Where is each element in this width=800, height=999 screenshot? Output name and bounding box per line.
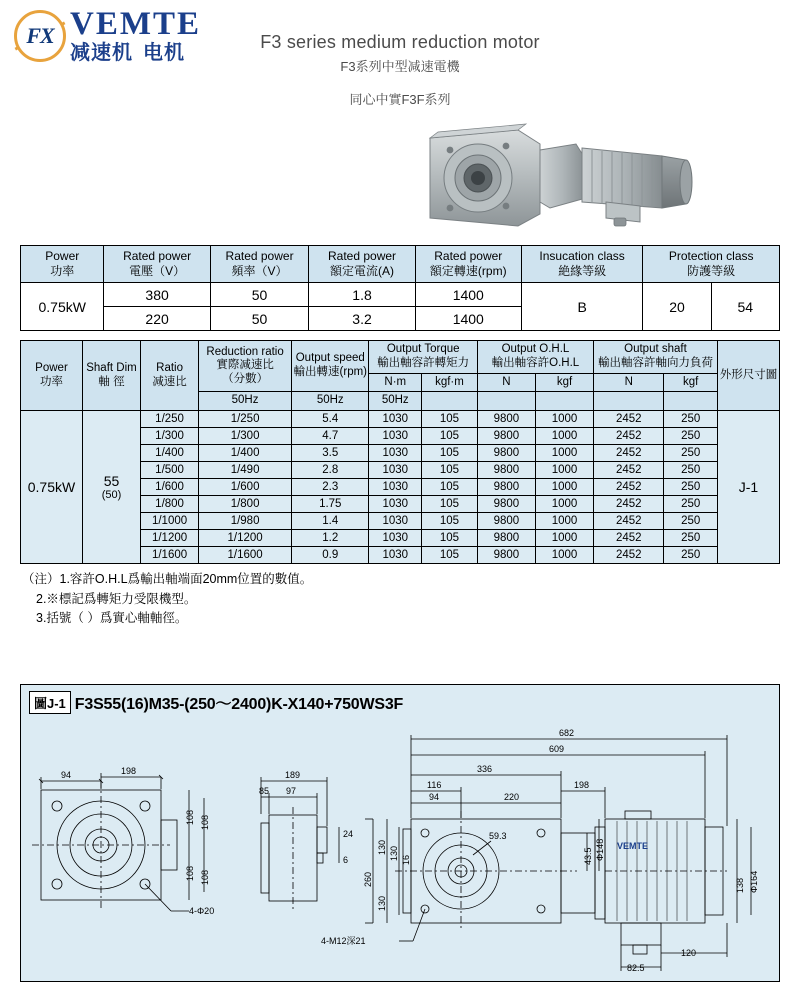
figure-title: F3S55(16)M35-(250～2400)K-X140+750WS3F bbox=[74, 696, 404, 713]
cell-torque-nm: 1030 bbox=[369, 411, 422, 428]
hz-speed: 50Hz bbox=[292, 392, 369, 411]
notes-block bbox=[22, 570, 778, 628]
dim-97: 97 bbox=[286, 786, 297, 796]
dim-82-5: 82.5 bbox=[627, 963, 645, 973]
cell-shaft-n: 2452 bbox=[594, 462, 664, 479]
spec-table bbox=[20, 245, 780, 331]
dim-130-a: 130 bbox=[377, 839, 387, 855]
cell-ratio: 1/1000 bbox=[141, 513, 199, 530]
cell-reduction: 1/250 bbox=[199, 411, 292, 428]
dim-24: 24 bbox=[343, 829, 354, 839]
col-rated-speed: Rated power 額定轉速(rpm) bbox=[415, 246, 521, 283]
cell-ratio: 1/800 bbox=[141, 496, 199, 513]
blank-cell bbox=[535, 392, 593, 411]
cell-torque-nm: 1030 bbox=[369, 445, 422, 462]
blank-cell bbox=[422, 392, 478, 411]
cell-speed: 1400 bbox=[415, 283, 521, 307]
cell-output-speed: 2.8 bbox=[292, 462, 369, 479]
cell-ratio: 1/1600 bbox=[141, 547, 199, 564]
cell-reduction: 1/600 bbox=[199, 479, 292, 496]
dim-108-a: 108 bbox=[185, 809, 195, 825]
cell-ohl-n: 9800 bbox=[477, 547, 535, 564]
unit-ohl-n: N bbox=[477, 373, 535, 392]
motor-illustration-icon bbox=[400, 102, 720, 242]
shaft-dim-value: 55 bbox=[103, 473, 120, 490]
dim-94-right: 94 bbox=[429, 792, 440, 802]
dim-609: 609 bbox=[549, 744, 565, 754]
col-output-speed: Output speed 輸出轉速(rpm) bbox=[292, 341, 369, 392]
cell-power: 0.75kW bbox=[21, 411, 83, 564]
cell-ohl-n: 9800 bbox=[477, 530, 535, 547]
product-photo bbox=[0, 110, 800, 245]
cell-shaft-kgf: 250 bbox=[664, 479, 717, 496]
cell-ohl-kgf: 1000 bbox=[535, 530, 593, 547]
title-english: F3 series medium reduction motor bbox=[260, 32, 540, 52]
dim-120: 120 bbox=[681, 948, 697, 958]
cell-current: 3.2 bbox=[309, 307, 415, 331]
col-protection-class: Protection class 防護等級 bbox=[643, 246, 780, 283]
cell-torque-kgfm: 105 bbox=[422, 428, 478, 445]
cell-frequency: 50 bbox=[210, 307, 309, 331]
cell-ohl-kgf: 1000 bbox=[535, 479, 593, 496]
cell-shaft-n: 2452 bbox=[594, 547, 664, 564]
cell-ohl-kgf: 1000 bbox=[535, 513, 593, 530]
cell-torque-kgfm: 105 bbox=[422, 479, 478, 496]
dim-682: 682 bbox=[559, 728, 575, 738]
dim-hole-thread: 4-M12深21 bbox=[321, 936, 366, 946]
dim-108-b: 108 bbox=[185, 865, 195, 881]
cell-shaft-kgf: 250 bbox=[664, 462, 717, 479]
col-insulation-class: Insucation class 絶緣等級 bbox=[521, 246, 642, 283]
col-frequency: Rated power 頻率（V） bbox=[210, 246, 309, 283]
dim-108-d: 108 bbox=[200, 869, 210, 885]
col-reduction-ratio: Reduction ratio 實際减速比 （分數） bbox=[199, 341, 292, 392]
cell-frequency: 50 bbox=[210, 283, 309, 307]
cell-insulation: B bbox=[521, 283, 642, 331]
cell-shaft-n: 2452 bbox=[594, 513, 664, 530]
note-line-1: （注）1.容許O.H.L爲輸出軸端面20mm位置的數值。 bbox=[22, 572, 313, 587]
cell-reduction: 1/300 bbox=[199, 428, 292, 445]
cell-output-speed: 1.4 bbox=[292, 513, 369, 530]
cell-voltage: 380 bbox=[104, 283, 210, 307]
cell-reduction: 1/490 bbox=[199, 462, 292, 479]
col-shaft-dim: Shaft Dim 軸 徑 bbox=[82, 341, 140, 411]
brand-cn-part1: 减速机 bbox=[70, 42, 133, 64]
cell-shaft-n: 2452 bbox=[594, 445, 664, 462]
col-output-shaft-load: Output shaft 輸出軸容許軸向力負荷 bbox=[594, 341, 718, 374]
cell-ohl-kgf: 1000 bbox=[535, 445, 593, 462]
cell-torque-nm: 1030 bbox=[369, 530, 422, 547]
cell-ohl-kgf: 1000 bbox=[535, 428, 593, 445]
hz-torque: 50Hz bbox=[369, 392, 422, 411]
dim-16: 16 bbox=[401, 854, 411, 865]
brand-name: VEMTE bbox=[70, 6, 202, 42]
cell-torque-kgfm: 105 bbox=[422, 496, 478, 513]
cell-torque-kgfm: 105 bbox=[422, 411, 478, 428]
cell-shaft-kgf: 250 bbox=[664, 530, 717, 547]
cell-shaft-kgf: 250 bbox=[664, 411, 717, 428]
col-power: Power 功率 bbox=[21, 246, 104, 283]
dimension-drawing-panel bbox=[20, 684, 780, 982]
cell-figure-ref: J-1 bbox=[717, 411, 779, 564]
cell-torque-nm: 1030 bbox=[369, 496, 422, 513]
dim-phi164: Φ164 bbox=[749, 870, 759, 893]
cell-shaft-kgf: 250 bbox=[664, 428, 717, 445]
brand-plate-label: VEMTE bbox=[617, 841, 649, 851]
cell-reduction: 1/800 bbox=[199, 496, 292, 513]
dim-94-left: 94 bbox=[61, 770, 72, 780]
cell-ohl-n: 9800 bbox=[477, 462, 535, 479]
unit-torque-kgfm: kgf·m bbox=[422, 373, 478, 392]
cell-output-speed: 4.7 bbox=[292, 428, 369, 445]
cell-ohl-n: 9800 bbox=[477, 513, 535, 530]
cell-torque-kgfm: 105 bbox=[422, 445, 478, 462]
cell-shaft-dim bbox=[82, 411, 140, 564]
cell-output-speed: 2.3 bbox=[292, 479, 369, 496]
col-output-torque: Output Torque 輸出軸容許轉矩力 bbox=[369, 341, 477, 374]
cell-output-speed: 1.2 bbox=[292, 530, 369, 547]
cell-output-speed: 3.5 bbox=[292, 445, 369, 462]
col-voltage: Rated power 電壓（V） bbox=[104, 246, 210, 283]
cell-ratio: 1/400 bbox=[141, 445, 199, 462]
note-line-2: 2.※標記爲轉矩力受限機型。 bbox=[36, 591, 197, 606]
dim-hole-small: 4-Φ20 bbox=[189, 906, 215, 916]
table-row bbox=[21, 283, 780, 307]
table-header-row bbox=[21, 341, 780, 374]
col-figure-ref: 外形尺寸圖 bbox=[717, 341, 779, 411]
unit-torque-nm: N·m bbox=[369, 373, 422, 392]
dim-189: 189 bbox=[285, 770, 301, 780]
dim-198-right: 198 bbox=[574, 780, 590, 790]
cell-reduction: 1/980 bbox=[199, 513, 292, 530]
cell-voltage: 220 bbox=[104, 307, 210, 331]
cell-shaft-n: 2452 bbox=[594, 428, 664, 445]
cell-reduction: 1/1600 bbox=[199, 547, 292, 564]
cell-ohl-n: 9800 bbox=[477, 428, 535, 445]
cell-ohl-n: 9800 bbox=[477, 496, 535, 513]
table-row bbox=[21, 411, 780, 428]
brand-cn-part2: 电机 bbox=[143, 42, 185, 64]
cell-shaft-n: 2452 bbox=[594, 411, 664, 428]
note-line-3: 3.括號（ ）爲實心軸軸徑。 bbox=[36, 610, 188, 625]
title-chinese-series: 同心中實F3F系列 bbox=[349, 92, 451, 107]
cell-ohl-kgf: 1000 bbox=[535, 496, 593, 513]
unit-ohl-kgf: kgf bbox=[535, 373, 593, 392]
cell-shaft-kgf: 250 bbox=[664, 445, 717, 462]
dim-130-b: 130 bbox=[377, 895, 387, 911]
cell-ratio: 1/300 bbox=[141, 428, 199, 445]
cell-ohl-kgf: 1000 bbox=[535, 547, 593, 564]
cell-shaft-n: 2452 bbox=[594, 496, 664, 513]
cell-output-speed: 0.9 bbox=[292, 547, 369, 564]
cell-shaft-kgf: 250 bbox=[664, 513, 717, 530]
dim-59-3: 59.3 bbox=[489, 831, 507, 841]
unit-shaft-n: N bbox=[594, 373, 664, 392]
cell-shaft-kgf: 250 bbox=[664, 496, 717, 513]
drawing-title-row bbox=[29, 691, 403, 714]
cell-shaft-kgf: 250 bbox=[664, 547, 717, 564]
cell-torque-kgfm: 105 bbox=[422, 462, 478, 479]
cell-output-speed: 5.4 bbox=[292, 411, 369, 428]
dim-6: 6 bbox=[343, 855, 349, 865]
cell-torque-nm: 1030 bbox=[369, 462, 422, 479]
col-output-ohl: Output O.H.L 輸出軸容許O.H.L bbox=[477, 341, 593, 374]
cell-torque-nm: 1030 bbox=[369, 479, 422, 496]
dim-260: 260 bbox=[363, 871, 373, 887]
cell-torque-nm: 1030 bbox=[369, 513, 422, 530]
col-current: Rated power 額定電流(A) bbox=[309, 246, 415, 283]
spec-table-wrap bbox=[20, 245, 780, 564]
cell-shaft-n: 2452 bbox=[594, 530, 664, 547]
cell-power: 0.75kW bbox=[21, 283, 104, 331]
col-ratio: Ratio 减速比 bbox=[141, 341, 199, 411]
cell-speed: 1400 bbox=[415, 307, 521, 331]
unit-shaft-kgf: kgf bbox=[664, 373, 717, 392]
cell-ratio: 1/600 bbox=[141, 479, 199, 496]
cell-shaft-n: 2452 bbox=[594, 479, 664, 496]
cell-output-speed: 1.75 bbox=[292, 496, 369, 513]
table-header-row bbox=[21, 246, 780, 283]
ratio-table bbox=[20, 340, 780, 564]
cell-ohl-n: 9800 bbox=[477, 411, 535, 428]
col-power: Power 功率 bbox=[21, 341, 83, 411]
cell-protection-1: 20 bbox=[643, 283, 711, 331]
dim-336: 336 bbox=[477, 764, 493, 774]
dim-138: 138 bbox=[735, 877, 745, 893]
cell-ratio: 1/500 bbox=[141, 462, 199, 479]
cell-ohl-n: 9800 bbox=[477, 445, 535, 462]
cell-reduction: 1/400 bbox=[199, 445, 292, 462]
cell-protection-2: 54 bbox=[711, 283, 779, 331]
title-chinese: F3系列中型减速電機 bbox=[340, 59, 460, 74]
cell-reduction: 1/1200 bbox=[199, 530, 292, 547]
blank-cell bbox=[664, 392, 717, 411]
cell-ratio: 1/1200 bbox=[141, 530, 199, 547]
cell-torque-kgfm: 105 bbox=[422, 530, 478, 547]
hz-reduction: 50Hz bbox=[199, 392, 292, 411]
logo-mark-text: FX bbox=[26, 22, 54, 48]
drawing-canvas bbox=[21, 715, 779, 981]
cell-torque-kgfm: 105 bbox=[422, 513, 478, 530]
cell-ohl-kgf: 1000 bbox=[535, 462, 593, 479]
cell-ohl-n: 9800 bbox=[477, 479, 535, 496]
blank-cell bbox=[477, 392, 535, 411]
page-header bbox=[0, 0, 800, 110]
dim-43-5: 43.5 bbox=[583, 847, 593, 865]
dim-116: 116 bbox=[427, 780, 442, 790]
cell-current: 1.8 bbox=[309, 283, 415, 307]
cell-torque-nm: 1030 bbox=[369, 428, 422, 445]
dim-198-left: 198 bbox=[121, 766, 137, 776]
page-title bbox=[0, 32, 800, 108]
cell-ohl-kgf: 1000 bbox=[535, 411, 593, 428]
cell-torque-nm: 1030 bbox=[369, 547, 422, 564]
dim-220: 220 bbox=[504, 792, 520, 802]
shaft-dim-alt: (50) bbox=[101, 489, 122, 502]
dim-108-c: 108 bbox=[200, 814, 210, 830]
blank-cell bbox=[594, 392, 664, 411]
cell-torque-kgfm: 105 bbox=[422, 547, 478, 564]
dim-108-e: 130 bbox=[389, 845, 399, 861]
cell-ratio: 1/250 bbox=[141, 411, 199, 428]
dim-85: 85 bbox=[259, 786, 270, 796]
figure-tag: 圖J-1 bbox=[29, 691, 71, 714]
dim-phi148: Φ148 bbox=[595, 838, 605, 861]
